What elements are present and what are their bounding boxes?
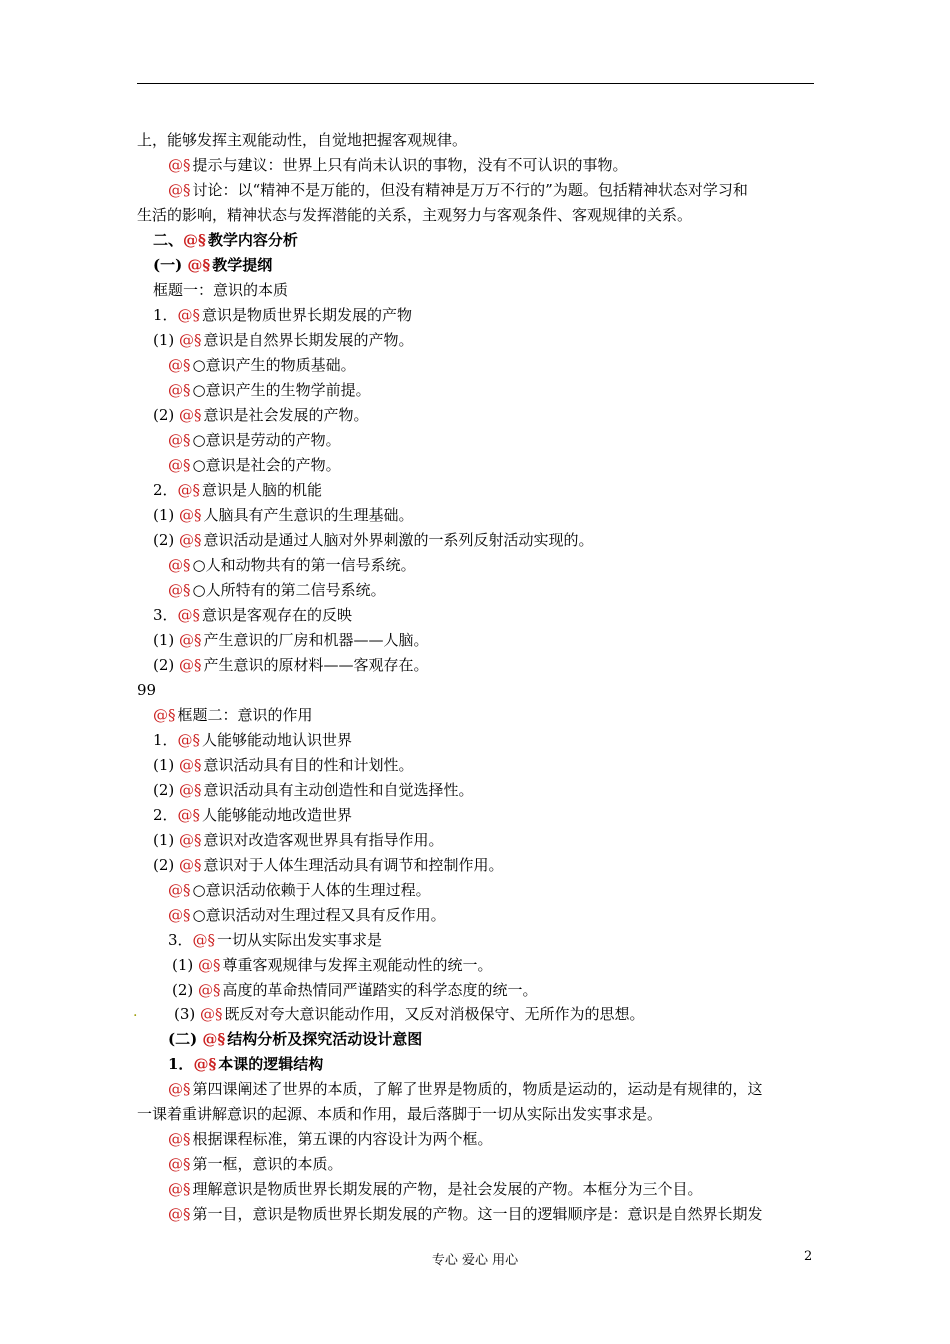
text-line [137,130,467,150]
line-text: 框题一：意识的本质 [153,281,289,299]
text-line [153,605,352,625]
line-prefix: (1) [153,756,180,774]
marker-symbol: @§ [153,706,176,724]
text-line [168,580,386,600]
text-line [153,780,474,800]
line-text: ○意识产生的物质基础。 [192,356,356,374]
line-prefix: (2) [153,656,180,674]
marker-symbol: @§ [179,631,202,649]
line-prefix: (一) [153,256,188,274]
line-text: 框题二：意识的作用 [177,706,313,724]
line-text: 理解意识是物质世界长期发展的产物，是社会发展的产物。本框分为三个目。 [192,1180,703,1198]
text-line [168,1154,343,1174]
line-text: 讨论：以“精神不是万能的，但没有精神是万万不行的”为题。包括精神状态对学习和 [192,181,748,199]
marker-symbol: @§ [200,1005,223,1023]
marker-symbol: @§ [168,1130,191,1148]
marker-symbol: @§ [177,606,201,624]
marker-symbol: @§ [168,556,191,574]
text-line [172,980,538,1000]
marker-symbol: @§ [168,1180,191,1198]
text-line [153,480,322,500]
marker-symbol: @§ [177,481,201,499]
line-text: 人能够能动地改造世界 [202,806,353,824]
line-text: 一课着重讲解意识的起源、本质和作用，最后落脚于一切从实际出发实事求是。 [137,1105,663,1123]
line-prefix: (1) [153,631,180,649]
marker-symbol: @§ [168,431,191,449]
text-line [168,1079,763,1099]
marker-symbol: @§ [179,506,202,524]
text-line [153,805,352,825]
line-text: 意识活动具有主动创造性和自觉选择性。 [203,781,474,799]
marker-symbol: @§ [168,181,191,199]
marker-symbol: @§ [168,581,191,599]
text-line [153,630,429,650]
line-text: ○人所特有的第二信号系统。 [192,581,386,599]
line-prefix: (二) [168,1030,203,1048]
line-text: 意识是客观存在的反映 [202,606,353,624]
text-line [168,180,748,200]
marker-symbol: @§ [179,406,202,424]
line-prefix: 1． [153,306,178,324]
text-line [168,455,341,475]
line-text: 意识活动是通过人脑对外界刺激的一系列反射活动实现的。 [203,531,594,549]
line-text: 产生意识的原材料——客观存在。 [203,656,429,674]
line-prefix: (2) [153,856,180,874]
text-line [153,755,414,775]
line-text: 上，能够发挥主观能动性，自觉地把握客观规律。 [137,131,468,149]
marker-symbol: @§ [168,156,191,174]
text-line [168,905,446,925]
line-prefix: 二、 [153,231,184,249]
line-text: 教学内容分析 [207,231,298,249]
text-line [153,230,298,250]
marker-symbol: @§ [192,931,216,949]
marker-symbol: @§ [179,781,202,799]
marker-symbol: @§ [168,1205,191,1223]
line-prefix: (1) [153,331,180,349]
line-prefix: (1) [172,956,199,974]
text-line [153,405,369,425]
line-text: 第四课阐述了世界的本质，了解了世界是物质的，物质是运动的，运动是有规律的，这 [192,1080,763,1098]
text-line [153,255,272,275]
text-line [168,1054,323,1074]
line-text: 根据课程标准，第五课的内容设计为两个框。 [192,1130,493,1148]
line-text: 结构分析及探究活动设计意图 [227,1030,423,1048]
marker-symbol: @§ [179,331,202,349]
text-line [137,1104,662,1124]
text-line [168,380,371,400]
line-prefix: 3． [168,931,193,949]
line-text: 人能够能动地认识世界 [202,731,353,749]
page-number: 2 [804,1249,813,1264]
line-text: 意识是自然界长期发展的产物。 [203,331,414,349]
line-text: 人脑具有产生意识的生理基础。 [203,506,414,524]
marker-symbol: @§ [168,1080,191,1098]
marker-symbol: @§ [179,756,202,774]
text-line [168,880,431,900]
marker-symbol: @§ [177,731,201,749]
marker-symbol: @§ [198,981,221,999]
text-line [153,855,504,875]
line-text: ○人和动物共有的第一信号系统。 [192,556,416,574]
line-text: 高度的革命热情同严谨踏实的科学态度的统一。 [222,981,538,999]
marker-symbol: @§ [183,231,206,249]
line-prefix: 1． [168,1055,194,1073]
footer-motto: 专心 爱心 用心 [431,1253,519,1268]
line-text: 第一框，意识的本质。 [192,1155,343,1173]
marker-symbol: @§ [177,806,201,824]
marker-symbol: @§ [179,831,202,849]
stray-dot: . [133,1004,138,1020]
marker-symbol: @§ [168,356,191,374]
line-text: 意识是人脑的机能 [202,481,323,499]
line-prefix: 2． [153,806,178,824]
text-line [153,330,414,350]
text-line [168,1204,763,1224]
text-line [153,505,414,525]
text-line [153,530,594,550]
text-line [153,655,429,675]
line-prefix: (2) [172,981,199,999]
line-text: ○意识活动对生理过程又具有反作用。 [192,906,446,924]
line-text: 意识对改造客观世界具有指导作用。 [203,831,444,849]
line-text: 提示与建议：世界上只有尚未认识的事物，没有不可认识的事物。 [192,156,628,174]
line-text: 一切从实际出发实事求是 [217,931,383,949]
text-line [168,1129,493,1149]
line-prefix: (2) [153,406,180,424]
line-prefix: (1) [153,831,180,849]
line-prefix: 1． [153,731,178,749]
marker-symbol: @§ [202,1030,226,1048]
text-line [153,830,444,850]
header-rule [137,83,814,84]
line-text: 既反对夸大意识能动作用，又反对消极保守、无所作为的思想。 [224,1005,645,1023]
marker-symbol: @§ [179,656,202,674]
marker-symbol: @§ [168,906,191,924]
text-line [168,555,416,575]
text-line [172,955,493,975]
line-prefix: 2． [153,481,178,499]
line-text: 意识是物质世界长期发展的产物 [202,306,413,324]
text-line [153,705,313,725]
text-line [153,730,352,750]
text-line [137,680,156,700]
text-line [174,1004,645,1024]
marker-symbol: @§ [168,381,191,399]
text-line [168,1179,703,1199]
line-text: ○意识是社会的产物。 [192,456,341,474]
line-text: 第一目，意识是物质世界长期发展的产物。这一目的逻辑顺序是：意识是自然界长期发 [192,1205,763,1223]
line-text: 生活的影响，精神状态与发挥潜能的关系，主观努力与客观条件、客观规律的关系。 [137,206,693,224]
marker-symbol: @§ [168,881,191,899]
text-line [137,205,692,225]
marker-symbol: @§ [168,456,191,474]
marker-symbol: @§ [187,256,211,274]
line-prefix: (2) [153,531,180,549]
line-prefix: (1) [153,506,180,524]
line-text: 本课的逻辑结构 [218,1055,324,1073]
text-line [168,355,356,375]
marker-symbol: @§ [179,856,202,874]
text-line [153,280,288,300]
line-text: 意识是社会发展的产物。 [203,406,369,424]
text-line [153,305,412,325]
text-line [168,930,382,950]
line-text: 意识对于人体生理活动具有调节和控制作用。 [203,856,504,874]
marker-symbol: @§ [179,531,202,549]
line-text: ○意识活动依赖于人体的生理过程。 [192,881,431,899]
text-line [168,430,341,450]
line-prefix: (3) [174,1005,201,1023]
line-text: 意识活动具有目的性和计划性。 [203,756,414,774]
text-line [168,1029,422,1049]
marker-symbol: @§ [168,1155,191,1173]
marker-symbol: @§ [177,306,201,324]
line-text: 尊重客观规律与发挥主观能动性的统一。 [222,956,493,974]
line-text: 教学提纲 [212,256,273,274]
marker-symbol: @§ [198,956,221,974]
line-text: 99 [137,681,157,699]
line-text: 产生意识的厂房和机器——人脑。 [203,631,429,649]
marker-symbol: @§ [193,1055,217,1073]
line-prefix: (2) [153,781,180,799]
line-text: ○意识产生的生物学前提。 [192,381,371,399]
text-line [168,155,628,175]
line-prefix: 3． [153,606,178,624]
line-text: ○意识是劳动的产物。 [192,431,341,449]
